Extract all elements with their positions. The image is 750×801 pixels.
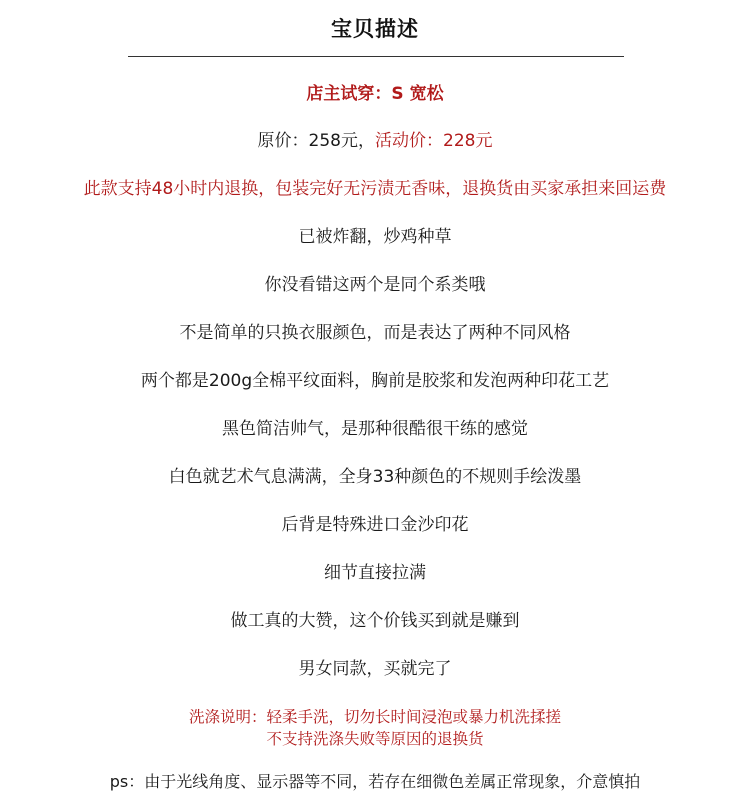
description-line: 白色就艺术气息满满，全身33种颜色的不规则手绘泼墨 xyxy=(168,467,582,487)
section-title: 宝贝描述 xyxy=(331,17,419,41)
wash-instructions: 洗涤说明：轻柔手洗，切勿长时间浸泡或暴力机洗揉搓 xyxy=(188,708,561,726)
ps-note: ps：由于光线角度、显示器等不同，若存在细微色差属正常现象，介意慎拍 xyxy=(109,772,641,791)
description-line: 你没看错这两个是同个系类哦 xyxy=(264,275,486,295)
wash-return-note: 不支持洗涤失败等原因的退换货 xyxy=(266,730,484,748)
return-policy: 此款支持48小时内退换，包装完好无污渍无香味，退换货由买家承担来回运费 xyxy=(83,179,667,199)
fitting-info: 店主试穿：S 宽松 xyxy=(306,84,444,104)
description-line: 已被炸翻，炒鸡种草 xyxy=(298,227,452,247)
description-line: 男女同款，买就完了 xyxy=(298,659,452,679)
description-line: 黑色简洁帅气，是那种很酷很干练的感觉 xyxy=(222,419,528,439)
description-line: 后背是特殊进口金沙印花 xyxy=(281,515,469,535)
description-line: 做工真的大赞，这个价钱买到就是赚到 xyxy=(230,611,520,631)
price-line xyxy=(0,129,750,153)
description-line: 两个都是200g全棉平纹面料，胸前是胶浆和发泡两种印花工艺 xyxy=(140,371,610,391)
section-header xyxy=(0,14,750,44)
header-divider xyxy=(128,56,624,57)
activity-price: 活动价：228元 xyxy=(375,131,493,151)
description-line: 细节直接拉满 xyxy=(324,563,426,583)
description-line: 不是简单的只换衣服颜色，而是表达了两种不同风格 xyxy=(179,323,571,343)
original-price: 原价：258元， xyxy=(257,131,375,151)
